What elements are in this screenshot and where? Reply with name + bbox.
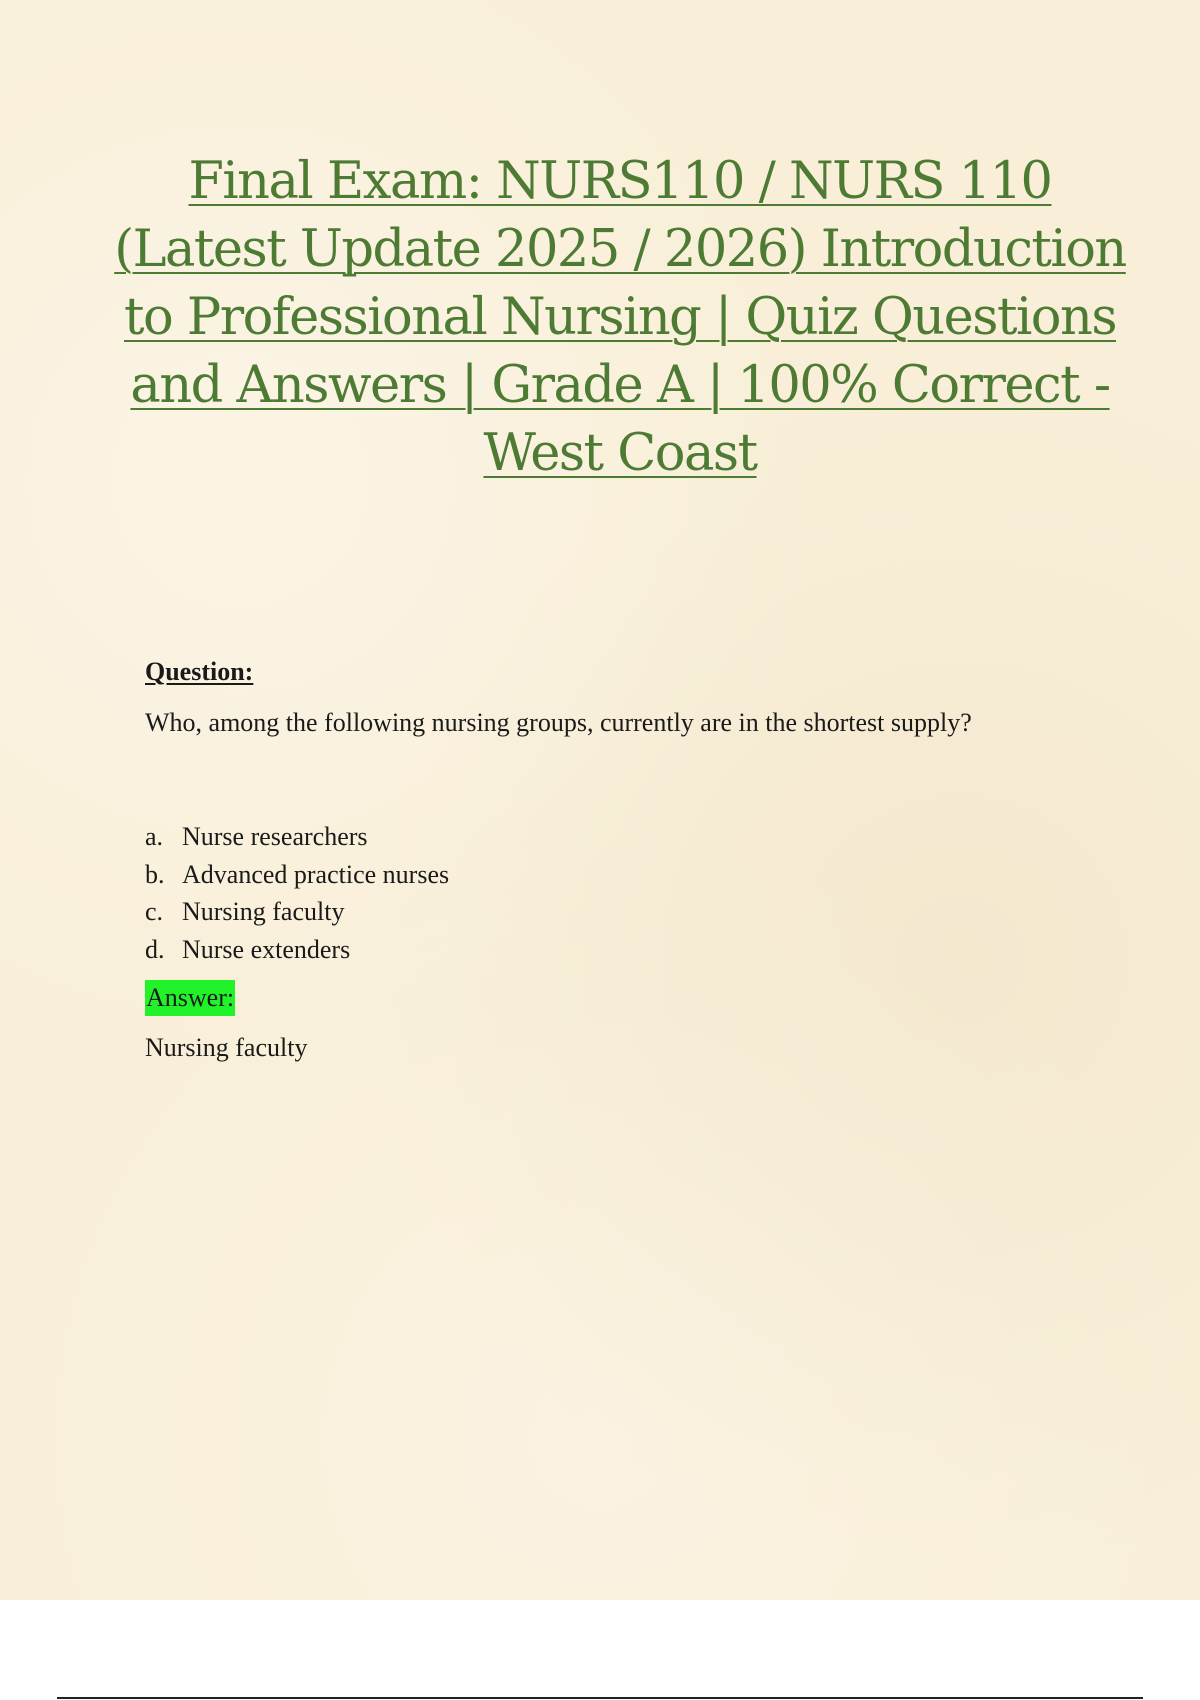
option-letter: a. [145, 822, 164, 851]
option-a [145, 818, 1045, 856]
option-text: Nurse extenders [182, 934, 351, 964]
option-letter: b. [145, 859, 165, 889]
option-letter: d. [145, 934, 165, 964]
answer-options-list [145, 818, 1045, 968]
option-letter: c. [145, 897, 164, 926]
question-label: Question: [145, 657, 254, 686]
option-b [145, 856, 1045, 894]
option-c [145, 893, 1045, 931]
option-d [145, 931, 1045, 969]
option-text: Advanced practice nurses [182, 859, 450, 889]
answer-label: Answer: [145, 980, 235, 1016]
question-text: Who, among the following nursing groups, currently are in the shortest supply? [145, 708, 972, 737]
answer-text: Nursing faculty [145, 1033, 308, 1062]
page-title: Final Exam: NURS110 / NURS 110 (Latest Update 2025 / 2026) Introduction to Professional Nursing | Quiz Questions and Answers | Grade A | 100% Correct - West Coast [114, 152, 1126, 483]
footer-rule [57, 1697, 1143, 1699]
option-text: Nursing faculty [182, 897, 345, 926]
option-text: Nurse researchers [182, 822, 368, 851]
question-block [145, 654, 1045, 1066]
